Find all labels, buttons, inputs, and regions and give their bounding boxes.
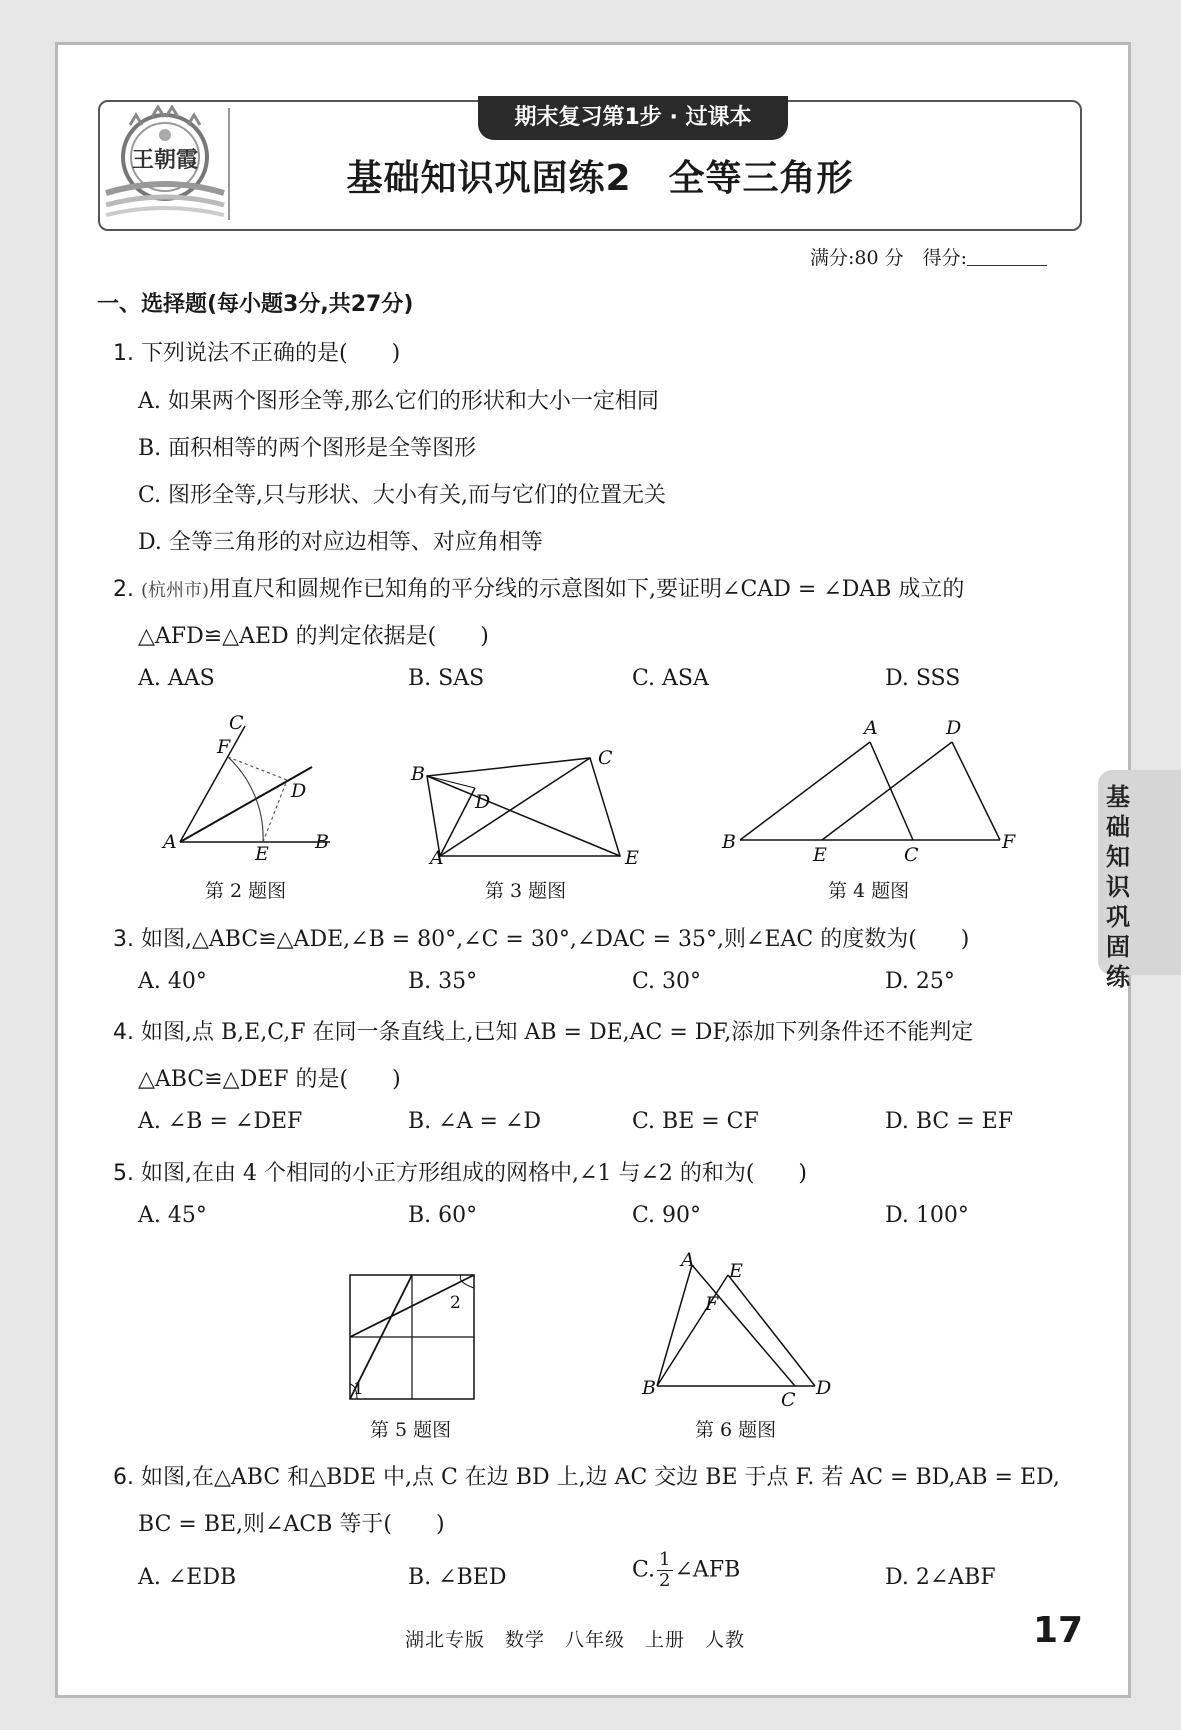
fraction-denominator: 2 (659, 1570, 671, 1591)
q3-option-a[interactable]: A. 40° (138, 969, 207, 994)
question-2 (113, 572, 964, 603)
fig2-label-d: D (291, 780, 307, 802)
logo (100, 105, 230, 223)
q6-option-d[interactable]: D. 2∠ABF (885, 1565, 996, 1590)
q6-option-b[interactable]: B. ∠BED (408, 1565, 507, 1590)
score-blank[interactable] (967, 247, 1047, 266)
fig3-label-d: D (475, 791, 491, 813)
q2-option-d[interactable]: D. SSS (885, 666, 961, 691)
question-4 (113, 1015, 973, 1046)
fig4-label-e: E (813, 844, 827, 866)
q5-option-a[interactable]: A. 45° (138, 1203, 207, 1228)
fig5-label-1: 1 (353, 1379, 364, 1399)
fig6-caption: 第 6 题图 (695, 1419, 777, 1441)
question-stem: 用直尺和圆规作已知角的平分线的示意图如下,要证明∠CAD = ∠DAB 成立的 (209, 577, 965, 602)
fraction-numerator: 1 (659, 1549, 671, 1570)
step-banner: 期末复习第1步 · 过课本 (478, 96, 788, 140)
footer-text: 湖北专版 数学 八年级 上册 人教 (405, 1629, 746, 1651)
side-tab (1098, 770, 1181, 991)
side-tab-label: 基础知识巩固练 (1106, 783, 1130, 991)
q3-option-b[interactable]: B. 35° (408, 969, 478, 994)
question-number: 2. (113, 577, 134, 602)
fig4-segment-df (952, 742, 1000, 840)
fig4-segment-ac (870, 742, 913, 840)
fig3-caption: 第 3 题图 (485, 880, 567, 902)
score-line (810, 243, 1047, 270)
question-stem: 如图,在由 4 个相同的小正方形组成的网格中,∠1 与∠2 的和为( ) (141, 1161, 807, 1186)
logo-divider (228, 108, 230, 220)
q4-option-d[interactable]: D. BC = EF (885, 1109, 1013, 1134)
fig2-arc (228, 757, 263, 842)
fig4-segment-de (822, 742, 952, 840)
q3-option-d[interactable]: D. 25° (885, 969, 955, 994)
q4-option-c[interactable]: C. BE = CF (632, 1109, 759, 1134)
question-1 (113, 336, 400, 367)
fig2-label-b: B (315, 831, 329, 853)
fig2-segment-fd (228, 757, 287, 780)
fig2-label-e: E (255, 843, 269, 865)
question-number: 5. (113, 1161, 134, 1186)
fig4-label-d: D (946, 720, 962, 739)
figure-3 (405, 740, 655, 870)
fig3-label-e: E (625, 847, 639, 869)
q2-option-c[interactable]: C. ASA (632, 666, 709, 691)
q6-option-c-suffix: ∠AFB (674, 1557, 741, 1583)
fig2-label-f: F (217, 736, 231, 758)
fig6-label-a: A (681, 1250, 695, 1271)
fig2-segment-ed (263, 780, 287, 842)
q1-option-a[interactable]: A. 如果两个图形全等,那么它们的形状和大小一定相同 (138, 389, 659, 414)
question-5 (113, 1156, 807, 1187)
q5-option-d[interactable]: D. 100° (885, 1203, 969, 1228)
question-2-line-2: △AFD≌△AED 的判定依据是( ) (138, 624, 489, 649)
q4-option-b[interactable]: B. ∠A = ∠D (408, 1109, 541, 1134)
fig6-label-f: F (705, 1293, 719, 1315)
q1-option-d[interactable]: D. 全等三角形的对应边相等、对应角相等 (138, 530, 543, 555)
fig3-quadrilateral (427, 758, 620, 856)
question-3 (113, 922, 969, 953)
question-stem: 如图,在△ABC 和△BDE 中,点 C 在边 BD 上,边 AC 交边 BE 于点 F. 若 AC = BD,AB = ED, (141, 1465, 1060, 1490)
fig6-label-e: E (729, 1260, 743, 1282)
question-6-line-2: BC = BE,则∠ACB 等于( ) (138, 1512, 445, 1537)
q6-option-a[interactable]: A. ∠EDB (138, 1565, 237, 1590)
figure-6 (635, 1250, 850, 1410)
fig4-label-b: B (722, 831, 736, 853)
q6-option-c[interactable] (632, 1550, 740, 1591)
q3-option-c[interactable]: C. 30° (632, 969, 702, 994)
q1-option-b[interactable]: B. 面积相等的两个图形是全等图形 (138, 436, 477, 461)
fig4-label-f: F (1002, 831, 1016, 853)
figure-2 (155, 710, 355, 870)
question-6 (113, 1460, 1060, 1491)
fig3-segment-be (427, 776, 620, 856)
fig4-label-a: A (864, 720, 878, 739)
fig5-label-2: 2 (450, 1293, 461, 1313)
fig3-label-b: B (411, 763, 425, 785)
fraction-one-half (657, 1550, 672, 1591)
page-title: 基础知识巩固练2 全等三角形 (346, 158, 854, 199)
logo-text: 王朝霞 (131, 148, 199, 173)
question-number: 6. (113, 1465, 134, 1490)
q6-option-c-prefix: C. (632, 1557, 656, 1583)
fig4-caption: 第 4 题图 (828, 880, 910, 902)
q1-option-c[interactable]: C. 图形全等,只与形状、大小有关,而与它们的位置无关 (138, 483, 667, 508)
fig2-caption: 第 2 题图 (205, 880, 287, 902)
fig6-label-b: B (642, 1377, 656, 1399)
question-number: 4. (113, 1020, 134, 1045)
fig6-label-c: C (781, 1389, 796, 1410)
fig3-label-a: A (430, 847, 444, 869)
question-stem: 如图,△ABC≌△ADE,∠B = 80°,∠C = 30°,∠DAC = 35°,则∠EAC 的度数为( ) (141, 927, 970, 952)
question-4-line-2: △ABC≌△DEF 的是( ) (138, 1067, 401, 1092)
section-title: 一、选择题(每小题3分,共27分) (97, 292, 414, 317)
fig4-segment-ab (740, 742, 870, 840)
q5-option-b[interactable]: B. 60° (408, 1203, 478, 1228)
q4-option-a[interactable]: A. ∠B = ∠DEF (138, 1109, 303, 1134)
fig6-segment-ed (728, 1275, 815, 1386)
fig3-label-c: C (598, 747, 613, 769)
figure-4 (720, 720, 1020, 870)
fig2-label-a: A (163, 831, 177, 853)
fig5-caption: 第 5 题图 (370, 1419, 452, 1441)
fig6-label-d: D (816, 1377, 832, 1399)
question-stem: 下列说法不正确的是( ) (141, 341, 401, 366)
page-number: 17 (1033, 1610, 1084, 1651)
question-stem: 如图,点 B,E,C,F 在同一条直线上,已知 AB = DE,AC = DF,添加下列条件还不能判定 (141, 1020, 974, 1045)
fig2-label-c: C (229, 712, 244, 734)
question-number: 3. (113, 927, 134, 952)
q5-option-c[interactable]: C. 90° (632, 1203, 702, 1228)
score-text: 满分:80 分 得分: (810, 247, 968, 269)
q2-option-b[interactable]: B. SAS (408, 666, 485, 691)
q2-option-a[interactable]: A. AAS (138, 666, 215, 691)
fig6-segment-be (657, 1275, 728, 1386)
question-number: 1. (113, 341, 134, 366)
fig6-segment-ac (692, 1265, 795, 1386)
figure-5 (345, 1270, 480, 1405)
question-source: (杭州市) (141, 580, 210, 601)
fig4-label-c: C (904, 844, 919, 866)
fig6-segment-ab (657, 1265, 692, 1386)
fig3-segment-ad (440, 788, 475, 856)
